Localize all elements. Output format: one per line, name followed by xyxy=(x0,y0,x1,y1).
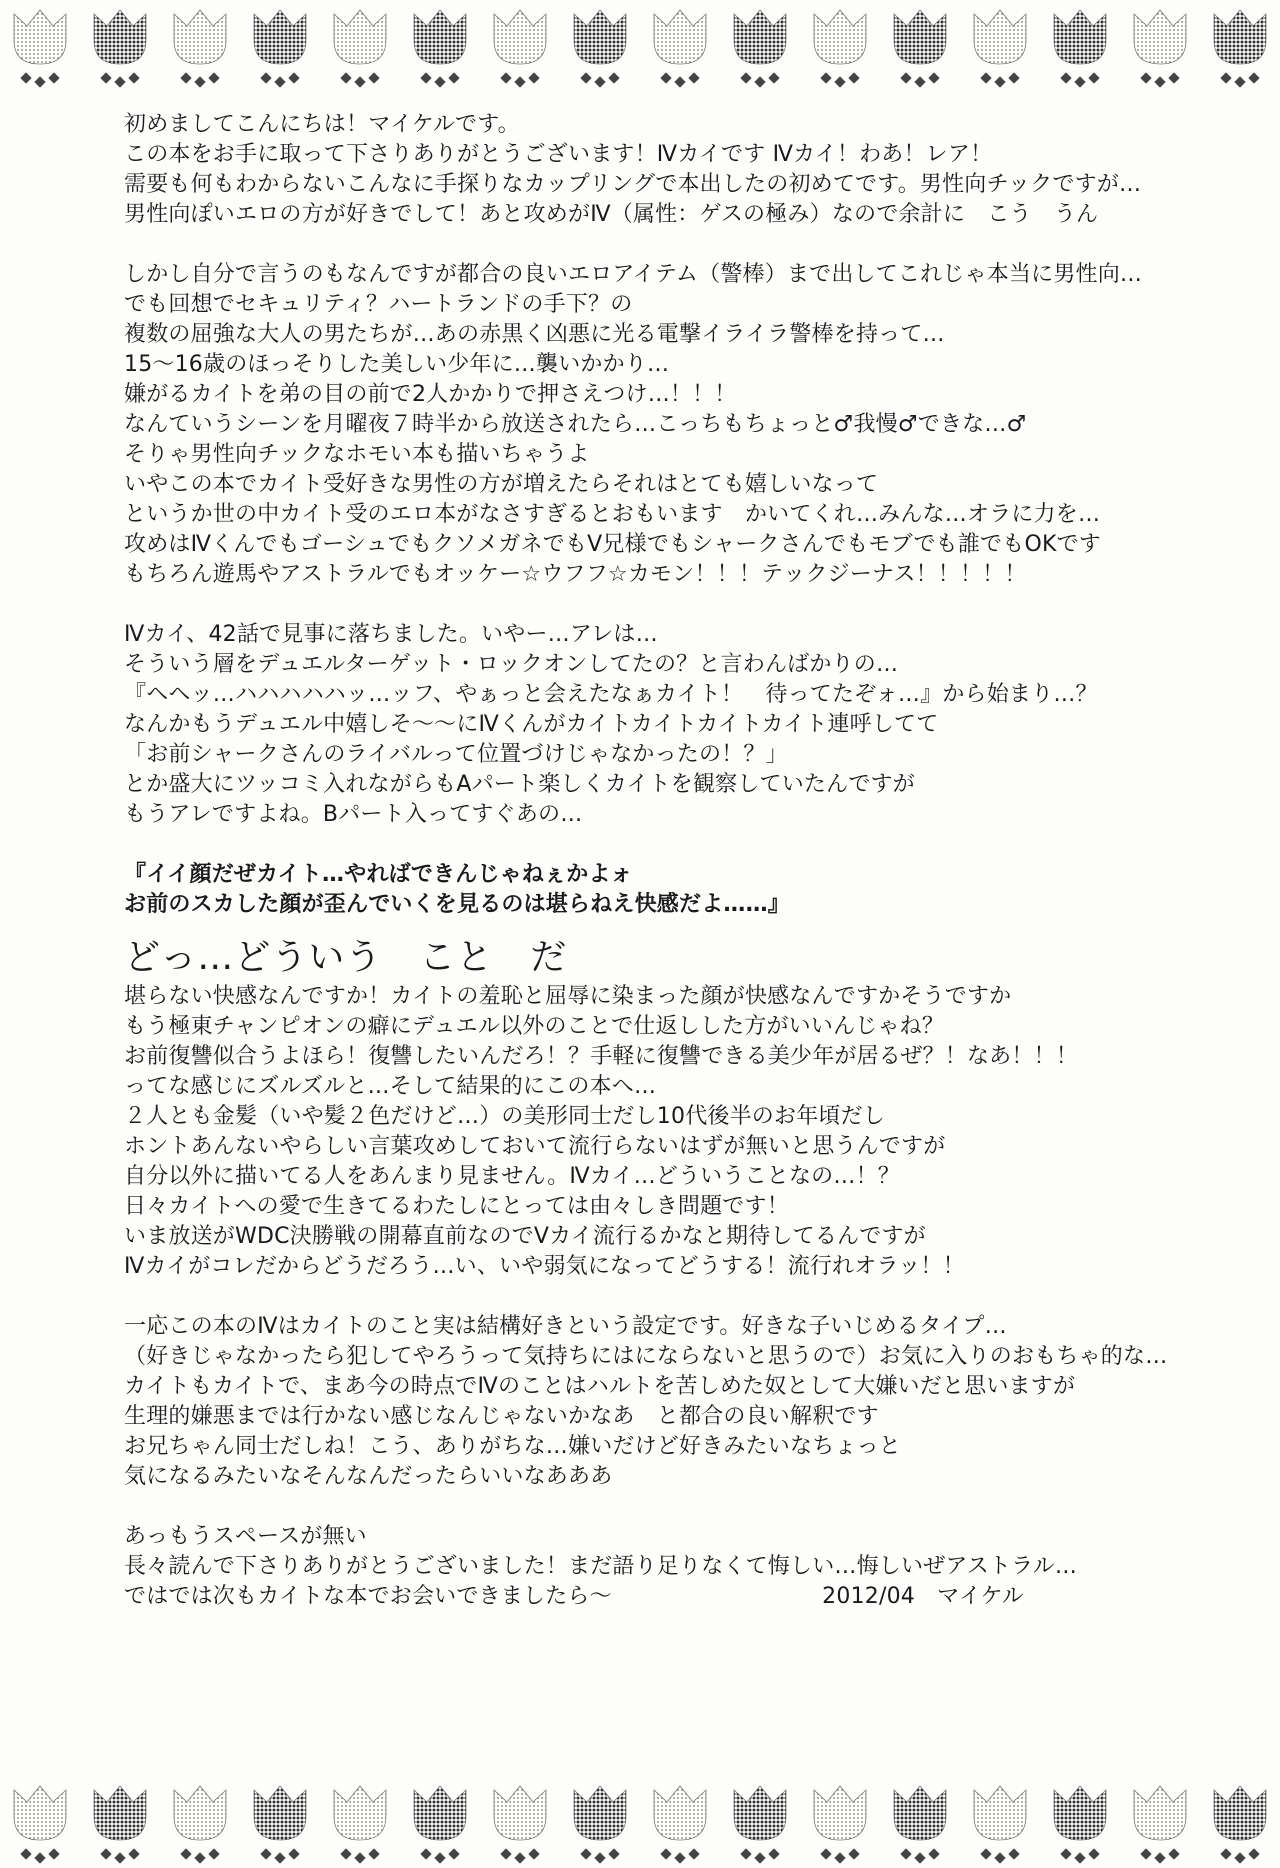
tulip-ornament xyxy=(14,1786,66,1864)
tulip-ornament xyxy=(974,10,1026,88)
date-signature: 2012/04 マイケル xyxy=(822,1584,1024,1609)
text-line: 「お前シャークさんのライバルって位置づけじゃなかったの！？」 xyxy=(124,742,788,767)
text-line: カイトもカイトで、まあ今の時点でⅣのことはハルトを苦しめた奴として大嫌いだと思いますが xyxy=(124,1374,1076,1399)
text-line: 嫌がるカイトを弟の目の前で2人かかりで押さえつけ…！！！ xyxy=(124,382,737,407)
tulip-ornament xyxy=(174,10,226,88)
text-line: ホントあんないやらしい言葉攻めしておいて流行らないはずが無いと思うんですが xyxy=(124,1134,946,1159)
top-tulip-border xyxy=(0,0,1280,92)
tulip-ornament xyxy=(654,1786,706,1864)
tulip-ornament xyxy=(334,10,386,88)
tulip-ornament xyxy=(174,1786,226,1864)
tulip-ornament xyxy=(94,1786,146,1864)
text-line: でも回想でセキュリティ？ハートランドの手下？の xyxy=(124,292,633,317)
text-line: とか盛大にツッコミ入れながらもAパート楽しくカイトを観察していたんですが xyxy=(124,772,915,797)
text-line: そりゃ男性向チックなホモい本も描いちゃうよ xyxy=(124,442,590,467)
tulip-ornament xyxy=(734,1786,786,1864)
tulip-ornament xyxy=(1054,1786,1106,1864)
text-line: あっもうスペースが無い xyxy=(124,1524,367,1549)
tulip-ornament xyxy=(1214,1786,1266,1864)
text-line: 複数の屈強な大人の男たちが…あの赤黒く凶悪に光る電撃イライラ警棒を持って… xyxy=(124,322,945,347)
tulip-ornament xyxy=(894,10,946,88)
tulip-ornament xyxy=(894,1786,946,1864)
tulip-ornament xyxy=(654,10,706,88)
quote-line: お前のスカした顔が歪んでいくを見るのは堪らねえ快感だよ……』 xyxy=(124,892,791,917)
text-line: この本をお手に取って下さりありがとうございます！Ⅳカイです Ⅳカイ！わあ！レア！ xyxy=(124,142,993,167)
text-line: 攻めはⅣくんでもゴーシュでもクソメガネでもV兄様でもシャークさんでもモブでも誰でもOKです xyxy=(124,532,1101,557)
text-line: 15～16歳のほっそりした美しい少年に…襲いかかり… xyxy=(124,352,670,377)
tulip-ornament xyxy=(254,1786,306,1864)
tulip-ornament xyxy=(494,10,546,88)
text-line: お前復讐似合うよほら！復讐したいんだろ！？手軽に復讐できる美少年が居るぜ？！なあ！！！ xyxy=(124,1044,1078,1069)
tulip-ornament xyxy=(414,1786,466,1864)
text-line: 自分以外に描いてる人をあんまり見ません。Ⅳカイ…どういうことなの…！？ xyxy=(124,1164,900,1189)
paragraph-flashback xyxy=(124,260,1164,590)
text-line: というか世の中カイト受のエロ本がなさすぎるとおもいます かいてくれ…みんな…オラに力を… xyxy=(124,502,1101,527)
text-line: 生理的嫌悪までは行かない感じなんじゃないかなあ と都合の良い解釈です xyxy=(124,1404,879,1429)
exclamation-heading: どっ…どういう こと だ xyxy=(124,937,568,978)
tulip-ornament xyxy=(94,10,146,88)
text-line: 需要も何もわからないこんなに手探りなカップリングで本出したの初めてです。男性向チックですが… xyxy=(124,172,1142,197)
quote-block xyxy=(124,860,1164,920)
tulip-ornament xyxy=(974,1786,1026,1864)
tulip-ornament xyxy=(574,10,626,88)
paragraph-reaction xyxy=(124,982,1164,1282)
tulip-ornament xyxy=(1134,1786,1186,1864)
tulip-ornament xyxy=(734,10,786,88)
tulip-ornament xyxy=(334,1786,386,1864)
text-line: 『ヘヘッ…ハハハハハッ…ッフ、やぁっと会えたなぁカイト！ 待ってたぞォ…』から始まり…？ xyxy=(124,682,1098,707)
paragraph-episode-42 xyxy=(124,620,1164,830)
tulip-ornament xyxy=(814,10,866,88)
tulip-ornament xyxy=(14,10,66,88)
text-line: なんていうシーンを月曜夜７時半から放送されたら…こっちもちょっと♂我慢♂できな…♂ xyxy=(124,412,1027,437)
closing-row xyxy=(124,1582,1024,1612)
paragraph-setting xyxy=(124,1312,1168,1492)
text-line: 気になるみたいなそんなんだったらいいなあああ xyxy=(124,1464,613,1489)
afterword-text xyxy=(124,110,1168,1612)
text-line: もちろん遊馬やアストラルでもオッケー☆ウフフ☆カモン！！！テックジーナス！！！！！ xyxy=(124,562,1027,587)
text-line: Ⅳカイがコレだからどうだろう…い、いや弱気になってどうする！流行れオラッ！！ xyxy=(124,1254,965,1279)
quote-line: 『イイ顔だぜカイト…やればできんじゃねぇかよォ xyxy=(124,862,633,887)
text-line: 初めましてこんにちは！マイケルです。 xyxy=(124,112,520,137)
tulip-ornament xyxy=(1214,10,1266,88)
tulip-ornament xyxy=(1054,10,1106,88)
tulip-ornament xyxy=(414,10,466,88)
text-line: （好きじゃなかったら犯してやろうって気持ちにはにならないと思うので）お気に入りのおもちゃ的な… xyxy=(124,1344,1168,1369)
paragraph-greeting xyxy=(124,110,1164,230)
text-line: ってな感じにズルズルと…そして結果的にこの本へ… xyxy=(124,1074,657,1099)
text-line: ２人とも金髪（いや髪２色だけど…）の美形同士だし10代後半のお年頃だし xyxy=(124,1104,885,1129)
text-line: いやこの本でカイト受好きな男性の方が増えたらそれはとても嬉しいなって xyxy=(124,472,879,497)
bottom-tulip-border xyxy=(0,1776,1280,1868)
text-line: 一応この本のⅣはカイトのこと実は結構好きという設定です。好きな子いじめるタイプ… xyxy=(124,1314,1007,1339)
tulip-ornament xyxy=(494,1786,546,1864)
tulip-ornament xyxy=(1134,10,1186,88)
text-line: そういう層をデュエルターゲット・ロックオンしてたの？と言わんばかりの… xyxy=(124,652,899,677)
text-line: なんかもうデュエル中嬉しそ～～にⅣくんがカイトカイトカイトカイト連呼してて xyxy=(124,712,939,737)
text-line: もうアレですよね。Bパート入ってすぐあの… xyxy=(124,802,583,827)
final-line: ではでは次もカイトな本でお会いできましたら～ xyxy=(124,1584,612,1609)
text-line: 堪らない快感なんですか！カイトの羞恥と屈辱に染まった顔が快感なんですかそうですか xyxy=(124,984,1012,1009)
paragraph-closing xyxy=(124,1522,1164,1612)
text-line: Ⅳカイ、42話で見事に落ちました。いやー…アレは… xyxy=(124,622,658,647)
text-line: 男性向ぽいエロの方が好きでして！あと攻めがⅣ（属性：ゲスの極み）なので余計に こう うん xyxy=(124,202,1099,227)
text-line: 長々読んで下さりありがとうございました！まだ語り足りなくて悔しい…悔しいぜアストラル… xyxy=(124,1554,1078,1579)
text-line: いま放送がWDC決勝戦の開幕直前なのでVカイ流行るかなと期待してるんですが xyxy=(124,1224,926,1249)
tulip-ornament xyxy=(814,1786,866,1864)
text-line: もう極東チャンピオンの癖にデュエル以外のことで仕返しした方がいいんじゃね？ xyxy=(124,1014,945,1039)
tulip-ornament xyxy=(254,10,306,88)
text-line: お兄ちゃん同士だしね！こう、ありがちな…嫌いだけど好きみたいなちょっと xyxy=(124,1434,902,1459)
text-line: 日々カイトへの愛で生きてるわたしにとっては由々しき問題です！ xyxy=(124,1194,789,1219)
tulip-ornament xyxy=(574,1786,626,1864)
text-line: しかし自分で言うのもなんですが都合の良いエロアイテム（警棒）まで出してこれじゃ本当に男性向… xyxy=(124,262,1143,287)
